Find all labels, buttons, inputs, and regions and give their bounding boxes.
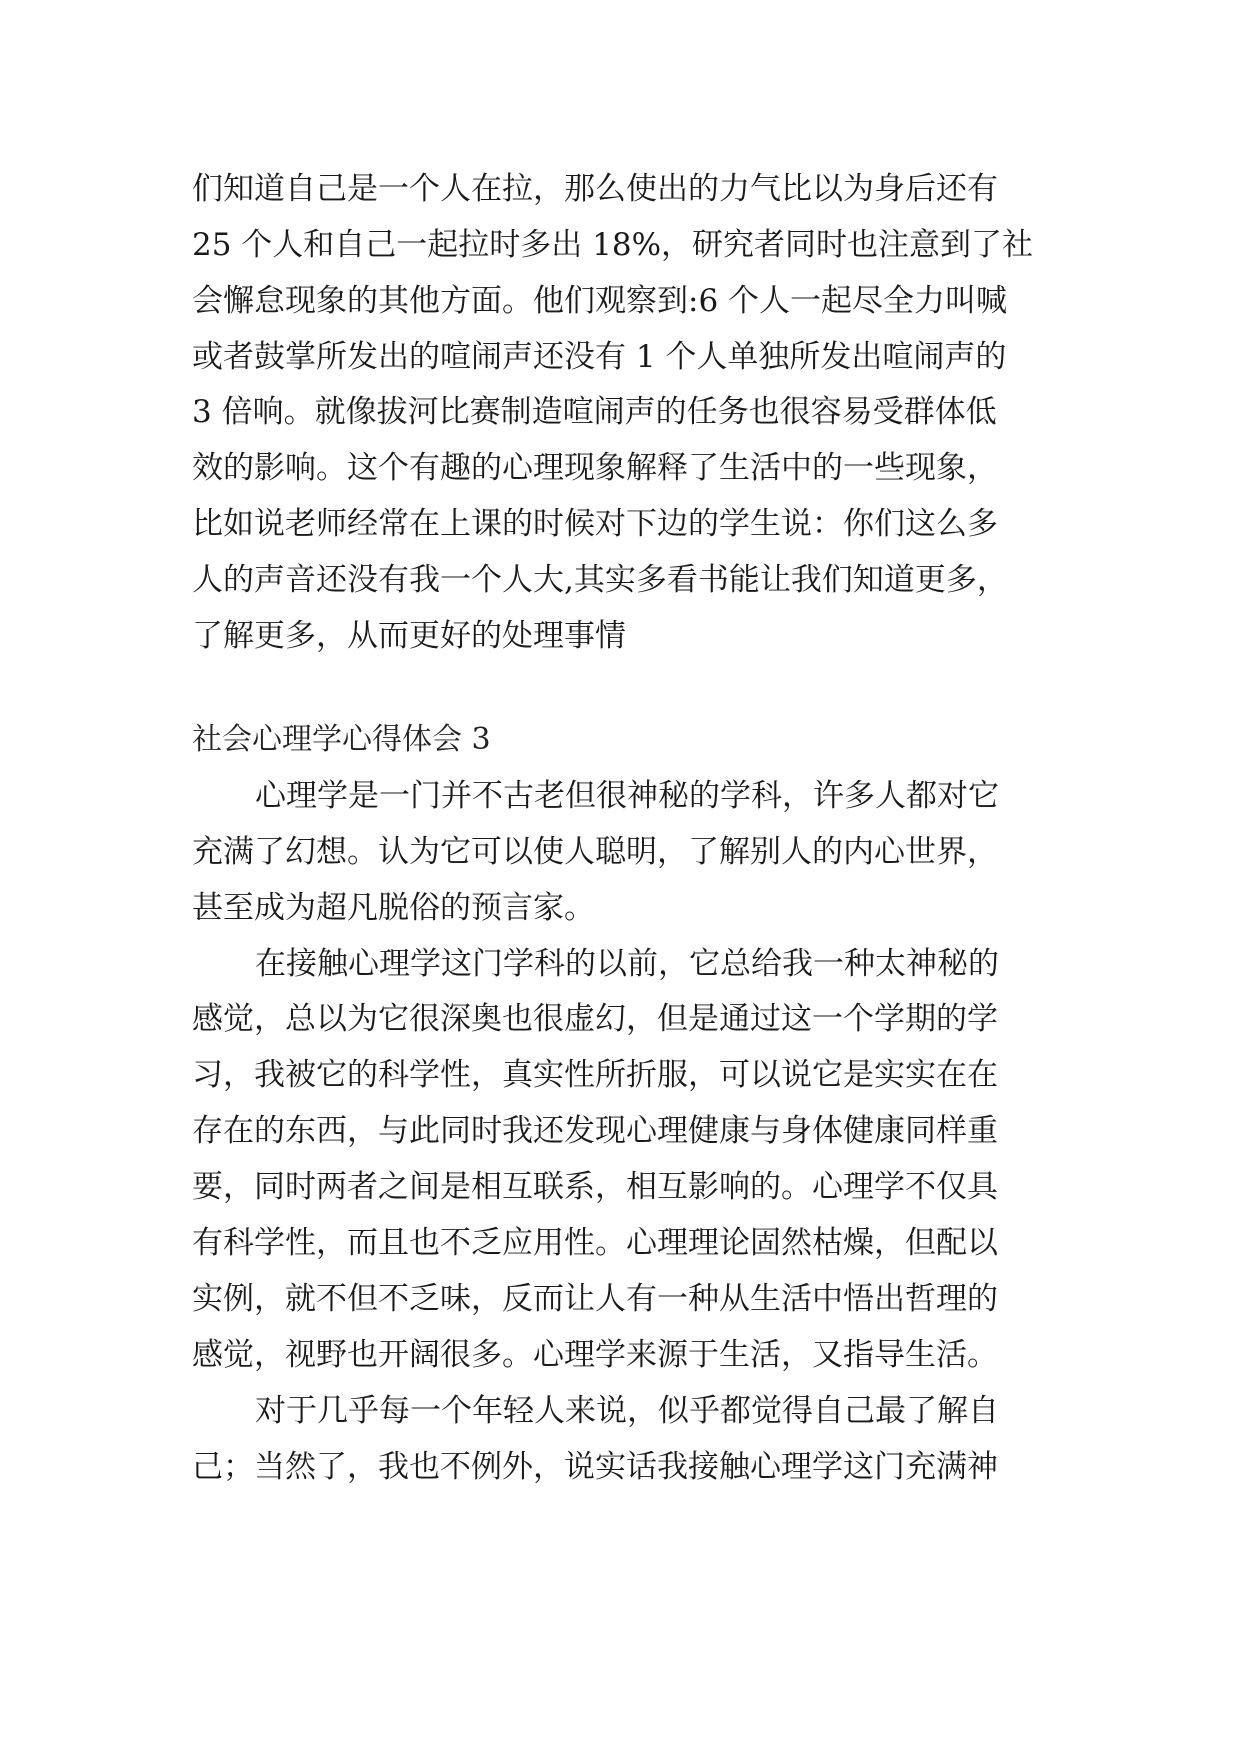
section-title: 社会心理学心得体会 3: [192, 722, 491, 757]
continuation-line-6: 效的影响。这个有趣的心理现象解释了生活中的一些现象，: [192, 450, 998, 486]
paragraph1-line-2: 充满了幻想。认为它可以使人聪明，了解别人的内心世界，: [192, 834, 998, 870]
paragraph2-line-8: 感觉，视野也开阔很多。心理学来源于生活，又指导生活。: [192, 1337, 998, 1373]
paragraph2-line-4: 存在的东西，与此同时我还发现心理健康与身体健康同样重: [192, 1113, 998, 1149]
paragraph3-line-2: 己；当然了，我也不例外，说实话我接触心理学这门充满神: [192, 1449, 998, 1485]
paragraph1-line-3: 甚至成为超凡脱俗的预言家。: [192, 890, 595, 926]
continuation-line-3: 会懈怠现象的其他方面。他们观察到:6 个人一起尽全力叫喊: [192, 283, 1008, 319]
paragraph1-line-1: 心理学是一门并不古老但很神秘的学科，许多人都对它: [255, 778, 999, 814]
continuation-line-8: 人的声音还没有我一个人大,其实多看书能让我们知道更多，: [192, 562, 1008, 598]
paragraph2-line-5: 要，同时两者之间是相互联系，相互影响的。心理学不仅具: [192, 1169, 998, 1205]
paragraph2-line-1: 在接触心理学这门学科的以前，它总给我一种太神秘的: [255, 946, 999, 982]
paragraph2-line-7: 实例，就不但不乏味，反而让人有一种从生活中悟出哲理的: [192, 1281, 998, 1317]
paragraph2-line-2: 感觉，总以为它很深奥也很虚幻，但是通过这一个学期的学: [192, 1001, 998, 1037]
paragraph2-line-6: 有科学性，而且也不乏应用性。心理理论固然枯燥，但配以: [192, 1225, 998, 1261]
continuation-line-9: 了解更多，从而更好的处理事情: [192, 618, 626, 654]
continuation-line-1: 们知道自己是一个人在拉，那么使出的力气比以为身后还有: [192, 171, 998, 207]
continuation-line-2: 25 个人和自己一起拉时多出 18%，研究者同时也注意到了社: [192, 227, 1034, 263]
continuation-line-5: 3 倍响。就像拔河比赛制造喧闹声的任务也很容易受群体低: [192, 394, 997, 430]
continuation-line-7: 比如说老师经常在上课的时候对下边的学生说：你们这么多: [192, 506, 998, 542]
paragraph3-line-1: 对于几乎每一个年轻人来说，似乎都觉得自己最了解自: [255, 1393, 999, 1429]
continuation-line-4: 或者鼓掌所发出的喧闹声还没有 1 个人单独所发出喧闹声的: [192, 339, 1007, 375]
paragraph2-line-3: 习，我被它的科学性，真实性所折服，可以说它是实实在在: [192, 1057, 998, 1093]
